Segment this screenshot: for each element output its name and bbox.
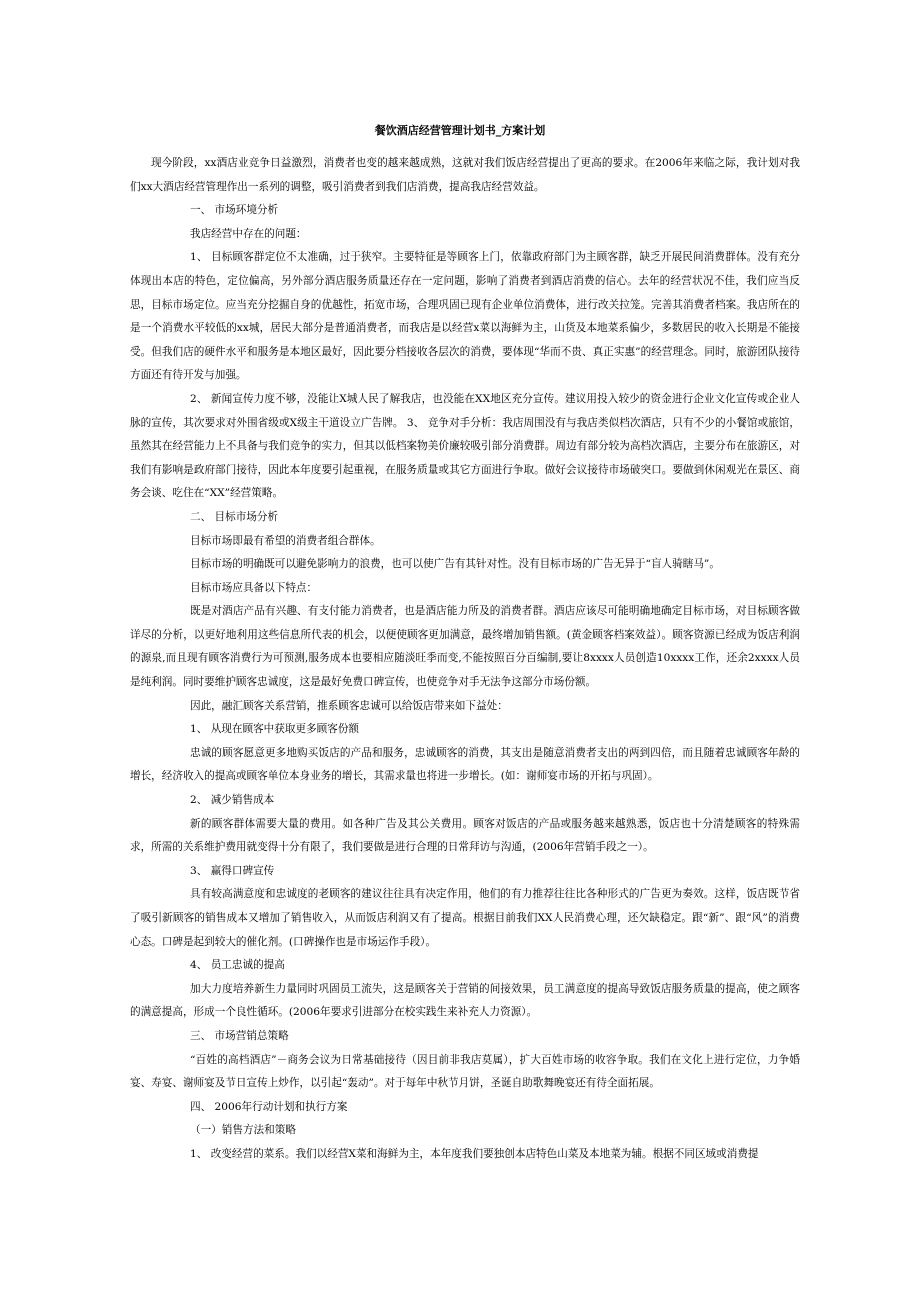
paragraph: 忠诚的顾客愿意更多地购买饭店的产品和服务，忠诚顾客的消费，其支出是随意消费者支出的两到四倍，而且随着忠诚顾客年龄的增长，经济收入的提高或顾客单位本身业务的增长，其需求量也将进一步增长。(如：谢师宴市场的开拓与巩固）。	[130, 746, 800, 783]
paragraph: 目标市场应具备以下特点：	[190, 581, 318, 594]
section-heading: 四、 2006年行动计划和执行方案	[190, 1100, 348, 1113]
document-title: 餐饮酒店经营管理计划书_方案计划	[374, 124, 546, 137]
paragraph: 2、 减少销售成本	[190, 794, 275, 807]
paragraph: 1、 目标顾客群定位不太准确，过于狭窄。主要特征是等顾客上门，依靠政府部门为主顾客群，缺乏开展民间消费群体。没有充分体现出本店的特色，定位偏高，另外部分酒店服务质量还存在一定问题，影响了消费者到酒店消费的信心。去年的经营状况不佳，我们应当反思，目标市场定位。应当充分挖掘自身的优越性，拓宽市场，合理巩固已现有企业单位消费体，进行改关拉笼。完善其消费者档案。我店所在的是一个消费水平较低的xx城，居民大部分是普通消费者，而我店是以经营x菜以海鲜为主，山货及本地菜系偏少，多数居民的收入长期是不能接受。但我们店的硬件水平和服务是本地区最好，因此要分档接收各层次的消费，要体现“华而不贵、真正实惠”的经营理念。同时，旅游团队接待方面还有待开发与加强。	[130, 251, 800, 382]
paragraph: 新的顾客群体需要大量的费用。如各种广告及其公关费用。顾客对饭店的产品或服务越来越熟悉，饭店也十分清楚顾客的特殊需求，所需的关系维护费用就变得十分有限了，我们要做是进行合理的日常拜访与沟通，(2006年营销手段之一）。	[130, 817, 800, 854]
paragraph: 目标市场的明确既可以避免影响力的浪费，也可以使广告有其针对性。没有目标市场的广告无异于“盲人骑瞎马”。	[190, 558, 720, 571]
paragraph: 具有较高满意度和忠诚度的老顾客的建议往往具有决定作用，他们的有力推荐往往比各种形式的广告更为奏效。这样，饭店既节省了吸引新顾客的销售成本又增加了销售收入，从而饭店利润又有了提高。根据目前我们XX人民消费心理，还欠缺稳定。跟“新”、跟“风”的消费心态。口碑是起到较大的催化剂。(口碑操作也是市场运作手段）。	[130, 888, 800, 948]
paragraph: 3、 赢得口碑宣传	[190, 864, 275, 877]
paragraph: 我店经营中存在的问题：	[190, 227, 307, 240]
paragraph: 既是对酒店产品有兴趣、有支付能力消费者，也是酒店能力所及的消费者群。酒店应该尽可能明确地确定目标市场，对目标顾客做详尽的分析，以更好地利用这些信息所代表的机会，以便使顾客更加满意，最终增加销售额。(黄金顾客档案效益）。顾客资源已经成为饭店利润的源泉,而且现有顾客消费行为可预测,服务成本也要相应随淡旺季而变,不能按照百分百编制,要让8xxxx人员创造10xxxx工作，还余2xxxx人员是纯利润。同时要维护顾客忠诚度，这是最好免费口碑宣传，也使竞争对手无法争这部分市场份额。	[130, 605, 800, 689]
section-heading: 一、 市场环境分析	[190, 204, 279, 217]
section-heading: 三、 市场营销总策略	[190, 1029, 289, 1042]
paragraph: 因此，融汇顾客关系营销，推系顾客忠诚可以给饭店带来如下益处：	[190, 699, 508, 712]
paragraph: 加大力度培养新生力量同时巩固员工流失，这是顾客关于营销的间接效果，员工满意度的提高导致饭店服务质量的提高，使之顾客的满意提高，形成一个良性循环。(2006年要求引进部分在校实践生来补充人力资源）。	[130, 982, 800, 1019]
paragraph: 1、 从现在顾客中获取更多顾客份额	[190, 723, 360, 736]
paragraph: “百姓的高档酒店”－商务会议为日常基础接待（因目前非我店莫属），扩大百姓市场的收容争取。我们在文化上进行定位，力争婚宴、寿宴、谢师宴及节日宣传上炒作，以引起“轰动”。对于每年中秋节月饼，圣诞自助歌舞晚宴还有待全面拓展。	[130, 1053, 800, 1090]
paragraph: 4、 员工忠诚的提高	[190, 959, 285, 972]
paragraph: 现今阶段，xx酒店业竞争日益激烈，消费者也变的越来越成熟，这就对我们饭店经营提出了更高的要求。在2006年来临之际，我计划对我们xx大酒店经营管理作出一系列的调整，吸引消费者到我们店消费，提高我店经营效益。	[130, 157, 800, 193]
section-heading: 二、 目标市场分析	[190, 510, 279, 523]
paragraph: 2、 新闻宣传力度不够，没能让X城人民了解我店，也没能在XX地区充分宣传。建议用投入较少的资金进行企业文化宣传或企业人脉的宣传，其次要求对外围省级或X级主干道设立广告牌。 3、 竞争对手分析：我店周围没有与我店类似档次酒店，只有不少的小餐馆或旅馆，虽然其在经营能力上不具备与我们竞争的实力，但其以低档案物美价廉较吸引部分消费群。周边有部分较为高档次酒店，主要分布在旅游区，对我们有影响是政府部门接待，因此本年度要引起重视，在服务质量或其它方面进行争取。做好会议接待市场破突口。要做到休闲观光在景区、商务会谈、吃住在“XX”经营策略。	[130, 392, 800, 500]
paragraph: （一）销售方法和策略	[190, 1124, 296, 1137]
paragraph: 1、 改变经营的菜系。我们以经营X菜和海鲜为主，本年度我们要独创本店特色山菜及本地菜为辅。根据不同区域或消费提	[190, 1147, 759, 1160]
paragraph: 目标市场即最有希望的消费者组合群体。	[190, 534, 381, 547]
document-body	[130, 152, 800, 1167]
